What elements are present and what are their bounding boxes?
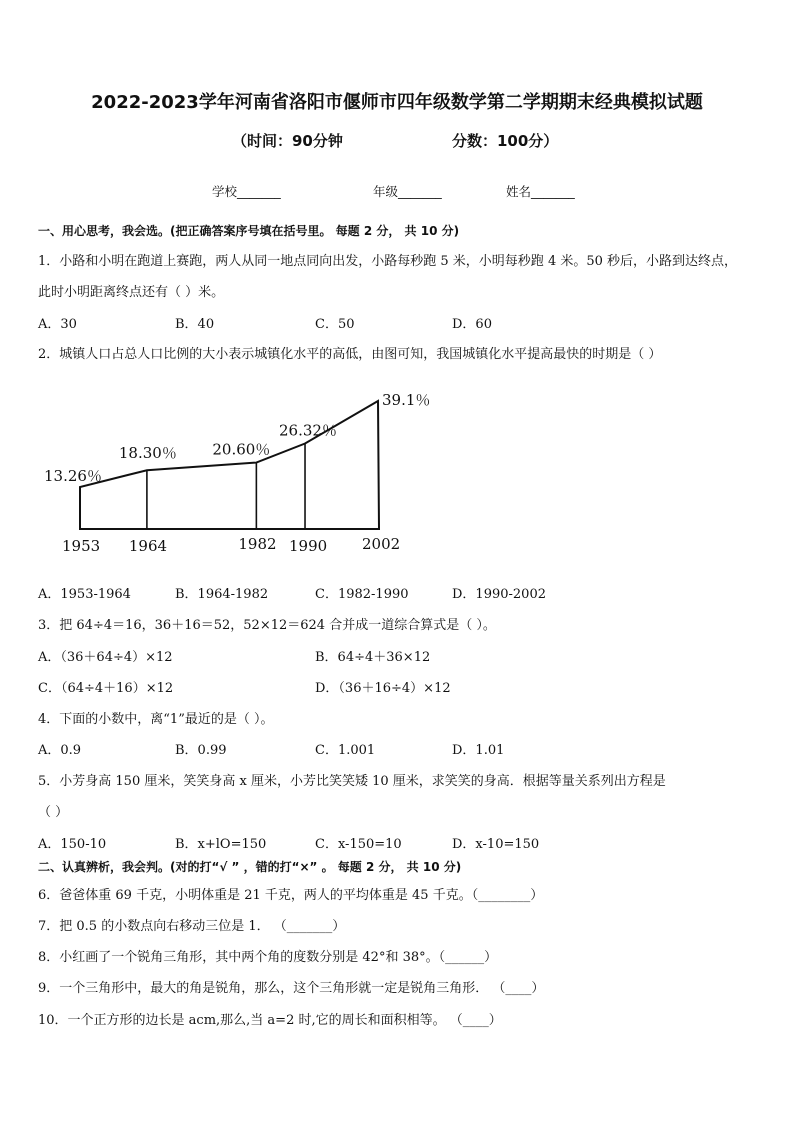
chart-value-label: 13.26％ bbox=[44, 467, 102, 485]
q5-option-a: A．150-10 bbox=[38, 837, 107, 852]
exam-time: （时间：90分钟 bbox=[232, 132, 343, 150]
q9-text: 9．一个三角形中，最大的角是锐角，那么，这个三角形就一定是锐角三角形． （____） bbox=[38, 981, 545, 996]
chart-year-label: 1982 bbox=[238, 535, 277, 553]
q2-option-c: C．1982-1990 bbox=[315, 587, 409, 602]
q3-option-b: B．64÷4＋36×12 bbox=[315, 650, 431, 665]
exam-score: 分数：100分） bbox=[452, 132, 559, 150]
section1-title: 一、用心思考，我会选。(把正确答案序号填在括号里。 每题 2 分， 共 10 分) bbox=[38, 224, 460, 238]
q2-text: 2．城镇人口占总人口比例的大小表示城镇化水平的高低，由图可知，我国城镇化水平提高最快的时期是（ ） bbox=[38, 347, 662, 362]
q4-text: 4．下面的小数中，离“1”最近的是（ ）。 bbox=[38, 712, 274, 727]
q5-line2: （ ） bbox=[38, 805, 69, 820]
q5-option-b: B．x+lO=150 bbox=[175, 837, 267, 852]
chart-value-label: 20.60％ bbox=[212, 440, 271, 459]
q7-text: 7．把 0.5 的小数点向右移动三位是 1． （_______） bbox=[38, 919, 346, 934]
q6-text: 6．爸爸体重 69 千克，小明体重是 21 千克，两人的平均体重是 45 千克。（________） bbox=[38, 888, 544, 903]
q4-option-c: C．1.001 bbox=[315, 743, 376, 758]
chart-year-label: 1953 bbox=[62, 537, 101, 555]
chart-year-label: 1964 bbox=[128, 537, 168, 555]
q1-line2: 此时小明距离终点还有（ ）米。 bbox=[38, 285, 225, 300]
q8-text: 8．小红画了一个锐角三角形，其中两个角的度数分别是 42°和 38°。（______） bbox=[38, 950, 498, 965]
exam-title: 2022-2023学年河南省洛阳市偃师市四年级数学第二学期期末经典模拟试题 bbox=[91, 92, 703, 113]
q1-option-c: C．50 bbox=[315, 317, 355, 332]
q5-option-d: D．x-10=150 bbox=[452, 837, 540, 852]
chart-year-label: 2002 bbox=[362, 535, 401, 553]
grade-field: 年级_______ bbox=[373, 184, 442, 199]
chart-area-outline bbox=[80, 401, 379, 529]
q1-line1: 1．小路和小明在跑道上赛跑，两人从同一地点同向出发，小路每秒跑 5 米，小明每秒跑 4 米。50 秒后，小路到达终点， bbox=[38, 254, 738, 269]
name-field: 姓名_______ bbox=[506, 184, 575, 199]
q2-option-d: D．1990-2002 bbox=[452, 587, 546, 602]
section2-title: 二、认真辨析，我会判。(对的打“√ ” ，错的打“×” 。 每题 2 分， 共 10 分) bbox=[38, 860, 462, 874]
chart-value-label: 26.32％ bbox=[279, 421, 337, 440]
q5-option-c: C．x-150=10 bbox=[315, 837, 402, 852]
q4-option-b: B．0.99 bbox=[175, 743, 227, 758]
q3-option-a: A．（36＋64÷4）×12 bbox=[38, 650, 173, 665]
q1-option-b: B．40 bbox=[175, 317, 215, 332]
q4-option-d: D．1.01 bbox=[452, 743, 505, 758]
q2-option-a: A．1953-1964 bbox=[38, 587, 131, 602]
chart-value-label: 18.30％ bbox=[118, 444, 177, 463]
q2-option-b: B．1964-1982 bbox=[175, 587, 269, 602]
chart-year-label: 1990 bbox=[289, 537, 328, 555]
chart-value-label: 39.1％ bbox=[382, 391, 431, 409]
q3-text: 3．把 64÷4＝16，36＋16＝52，52×12＝624 合并成一道综合算式是（ ）。 bbox=[38, 618, 496, 633]
q5-line1: 5．小芳身高 150 厘米，笑笑身高 x 厘米，小芳比笑笑矮 10 厘米，求笑笑的身高．根据等量关系列出方程是 bbox=[38, 774, 666, 789]
urbanization-chart bbox=[38, 385, 438, 560]
q3-option-c: C．（64÷4＋16）×12 bbox=[38, 681, 174, 696]
q3-option-d: D．（36＋16÷4）×12 bbox=[315, 681, 451, 696]
q1-option-a: A．30 bbox=[38, 317, 77, 332]
q10-text: 10．一个正方形的边长是 acm,那么,当 a=2 时,它的周长和面积相等。 （____） bbox=[38, 1013, 502, 1028]
school-field: 学校_______ bbox=[212, 184, 281, 199]
q4-option-a: A．0.9 bbox=[38, 743, 82, 758]
q1-option-d: D．60 bbox=[452, 317, 492, 332]
